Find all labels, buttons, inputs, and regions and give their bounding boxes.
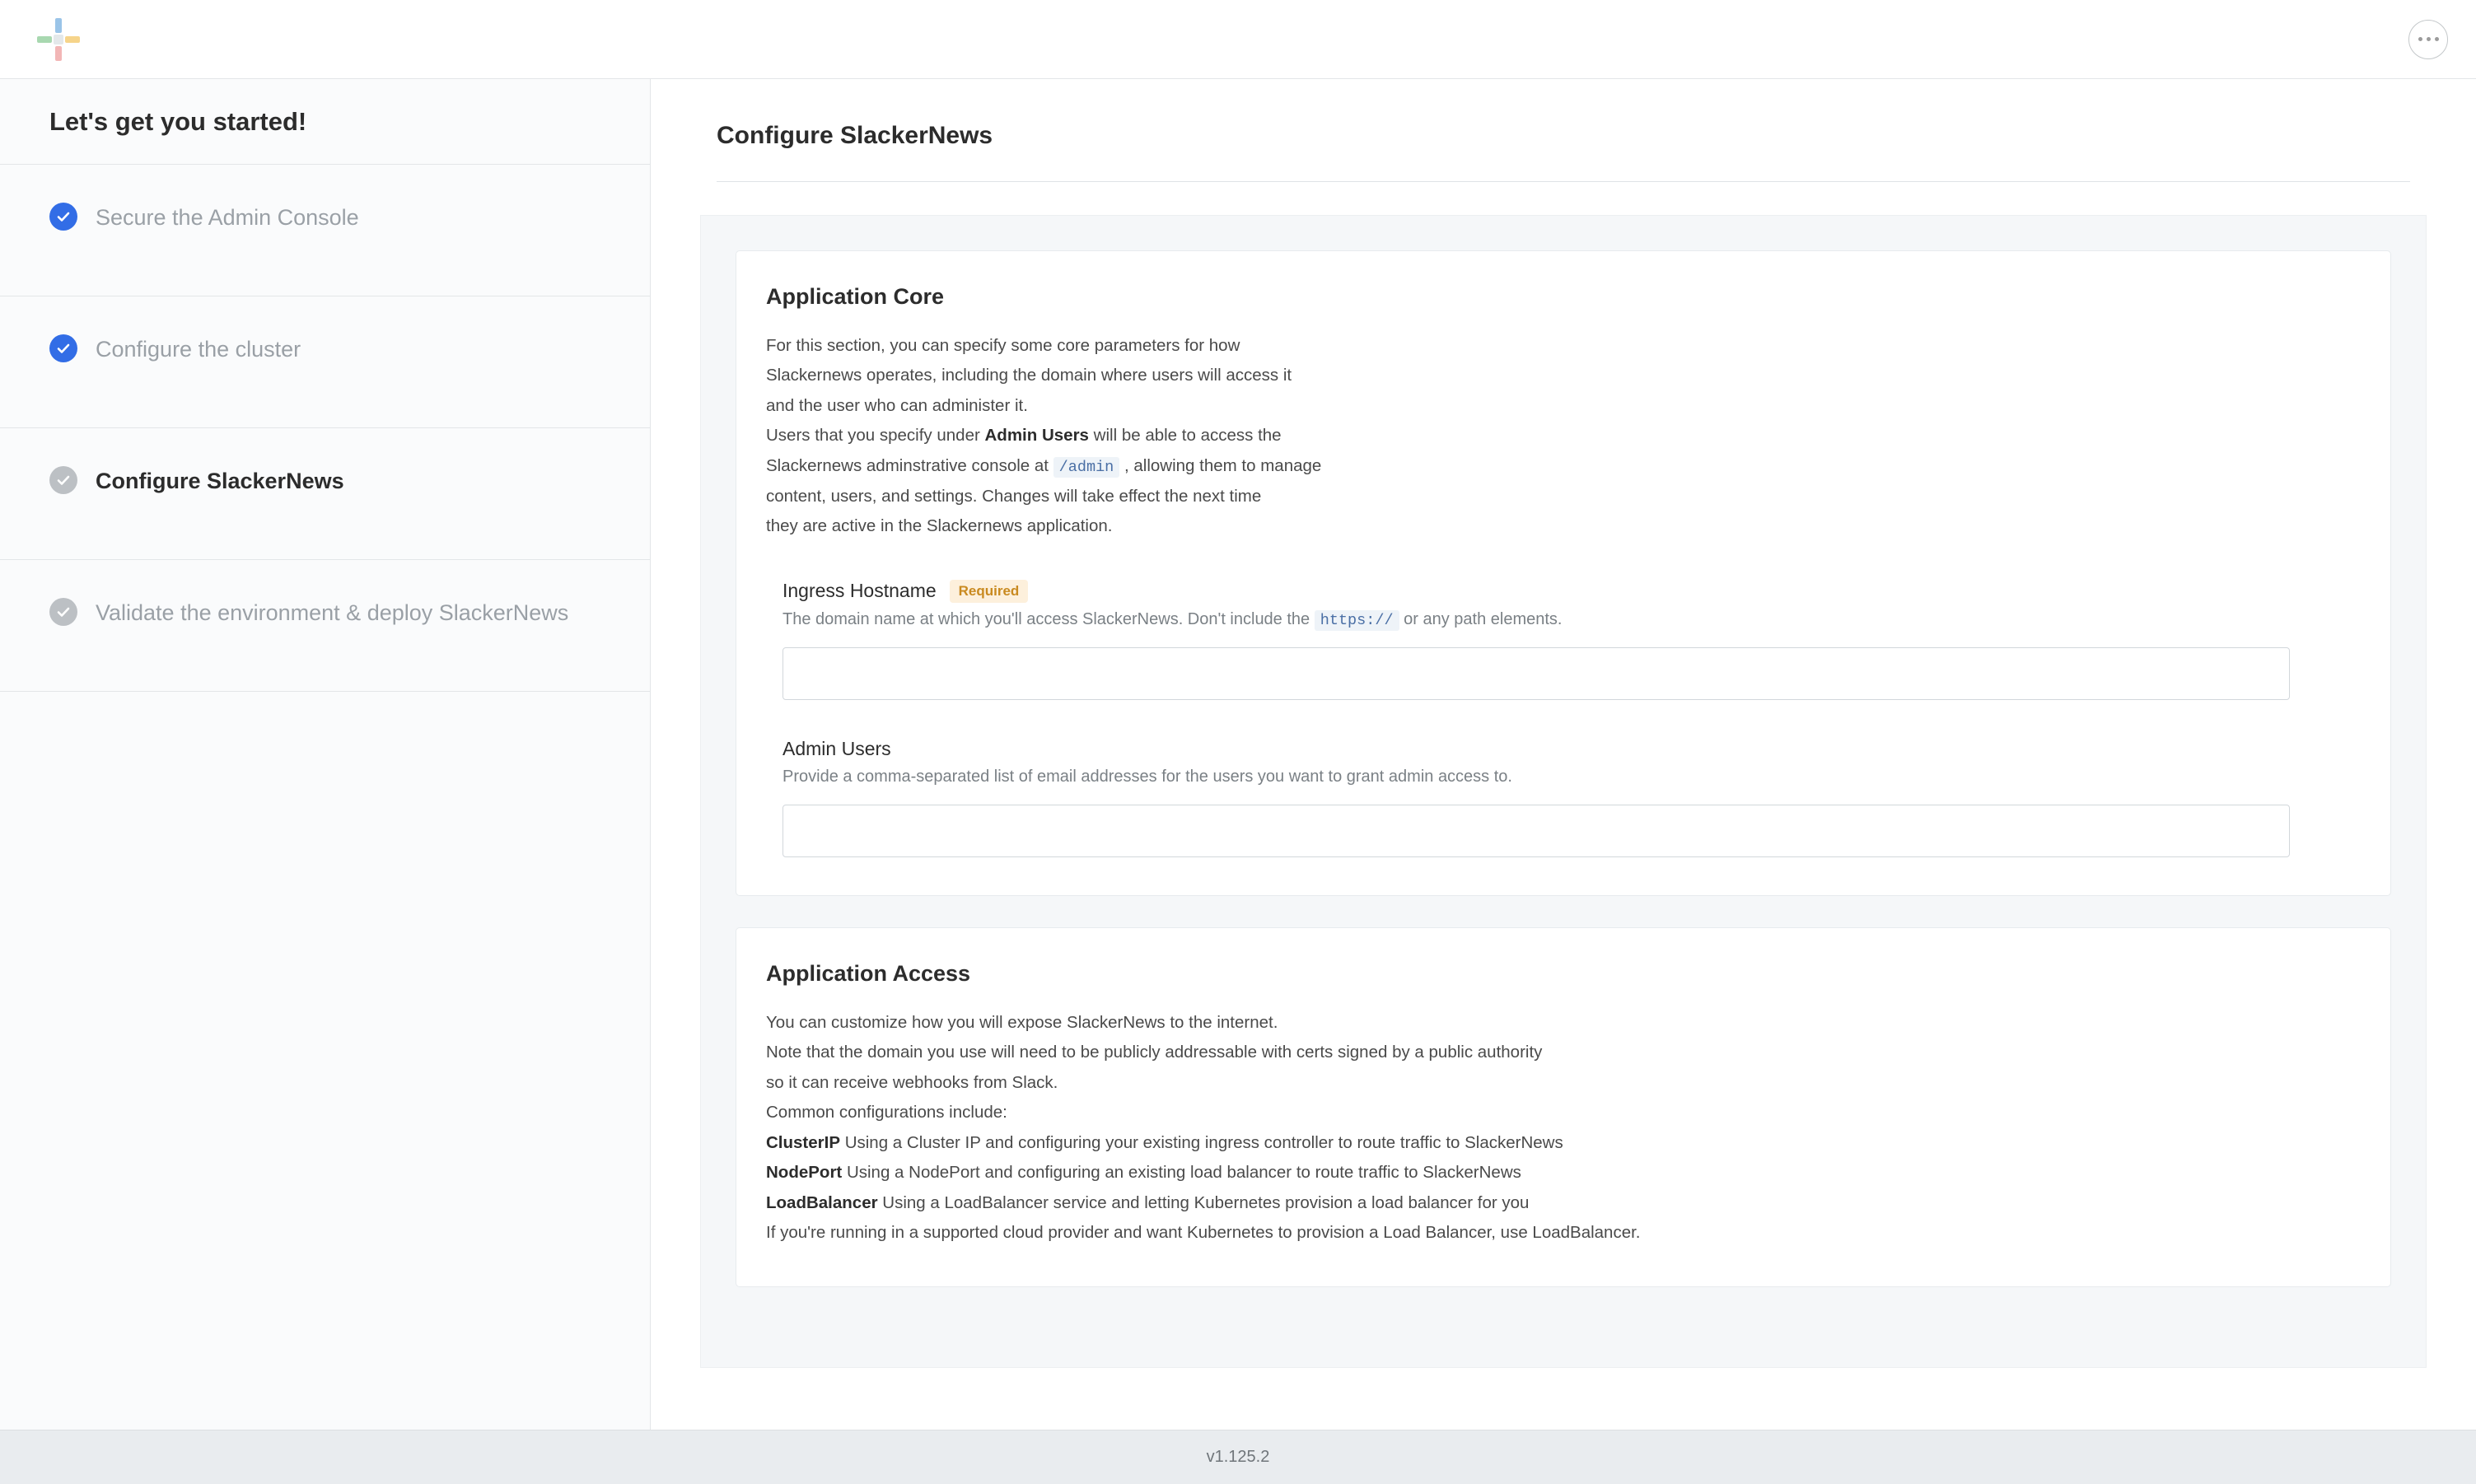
https-code: https:// [1315, 610, 1399, 631]
sidebar-item-label: Validate the environment & deploy SlackerNews [96, 600, 569, 625]
page-title: Configure SlackerNews [717, 122, 993, 149]
desc-line: and the user who can administer it. [766, 395, 1028, 415]
app-logo[interactable] [33, 14, 84, 65]
field-ingress-hostname [766, 580, 2361, 700]
section-heading: Application Access [766, 960, 971, 986]
sidebar-item-label: Configure the cluster [96, 337, 301, 362]
section-application-core [736, 250, 2391, 896]
check-circle-icon [49, 466, 77, 494]
sidebar-item-configure-slackernews[interactable] [0, 428, 650, 560]
sidebar-item-label: Configure SlackerNews [96, 469, 344, 493]
field-admin-users [766, 738, 2361, 857]
footer-bar [0, 1430, 2476, 1484]
desc-line: Slackernews operates, including the domain where users will access it [766, 366, 1292, 385]
sidebar-item-validate-and-deploy[interactable] [0, 560, 650, 692]
config-panel [700, 215, 2427, 1368]
sidebar-header [0, 79, 650, 165]
section-heading: Application Core [766, 284, 945, 309]
field-help-prefix: The domain name at which you'll access SlackerNews. Don't include the [783, 609, 1310, 628]
field-help-text [783, 610, 2361, 629]
desc-line: NodePort Using a NodePort and configuring an existing load balancer to route traffic to SlackerNews [766, 1163, 1521, 1183]
sidebar-item-label: Secure the Admin Console [96, 205, 359, 230]
sidebar-item-configure-cluster[interactable] [0, 296, 650, 428]
check-circle-icon [49, 598, 77, 626]
top-bar [0, 0, 2476, 79]
sidebar-item-secure-admin-console[interactable] [0, 165, 650, 296]
check-circle-icon [49, 334, 77, 362]
desc-line: If you're running in a supported cloud provider and want Kubernetes to provision a Load Balancer, use LoadBalancer. [766, 1223, 1641, 1243]
title-divider [717, 181, 2410, 182]
check-circle-icon [49, 203, 77, 231]
sidebar-title: Let's get you started! [49, 106, 307, 136]
desc-line: For this section, you can specify some core parameters for how [766, 336, 1240, 355]
help-dot-icon [2427, 37, 2431, 41]
desc-line: LoadBalancer Using a LoadBalancer service and letting Kubernetes provision a load balancer for you [766, 1192, 1530, 1212]
page-body [0, 79, 2476, 1430]
kots-logo-icon [35, 16, 82, 63]
field-label: Ingress Hostname [783, 580, 937, 602]
help-dot-icon [2418, 37, 2422, 41]
ingress-hostname-input[interactable] [783, 647, 2290, 700]
help-menu-button[interactable] [2408, 20, 2448, 59]
required-badge: Required [950, 580, 1029, 603]
sidebar [0, 79, 651, 1430]
admin-path-code: /admin [1053, 457, 1120, 478]
desc-line: Slackernews adminstrative console at /admin , allowing them to manage [766, 455, 1322, 476]
desc-line: so it can receive webhooks from Slack. [766, 1072, 1058, 1092]
desc-line: content, users, and settings. Changes will take effect the next time [766, 486, 1262, 506]
desc-line: Common configurations include: [766, 1103, 1007, 1122]
section-description [766, 1008, 2166, 1248]
term-clusterip: ClusterIP [766, 1132, 840, 1152]
desc-line: You can customize how you will expose SlackerNews to the internet. [766, 1012, 1278, 1032]
desc-line: they are active in the Slackernews application. [766, 516, 1113, 536]
term-nodeport: NodePort [766, 1163, 843, 1183]
version-label: v1.125.2 [1206, 1448, 1270, 1466]
help-dot-icon [2435, 37, 2439, 41]
field-label: Admin Users [783, 737, 891, 759]
main-content [651, 79, 2476, 1430]
term-loadbalancer: LoadBalancer [766, 1192, 878, 1212]
section-description [766, 331, 1590, 542]
field-help-text: Provide a comma-separated list of email addresses for the users you want to grant admin access to. [783, 767, 1512, 786]
field-help-suffix: or any path elements. [1404, 609, 1563, 628]
section-application-access [736, 927, 2391, 1287]
admin-users-input[interactable] [783, 805, 2290, 857]
desc-line: ClusterIP Using a Cluster IP and configuring your existing ingress controller to route traffic to SlackerNews [766, 1132, 1563, 1152]
desc-line: Users that you specify under Admin Users will be able to access the [766, 426, 1282, 446]
desc-line: Note that the domain you use will need to be publicly addressable with certs signed by a public authority [766, 1043, 1543, 1062]
